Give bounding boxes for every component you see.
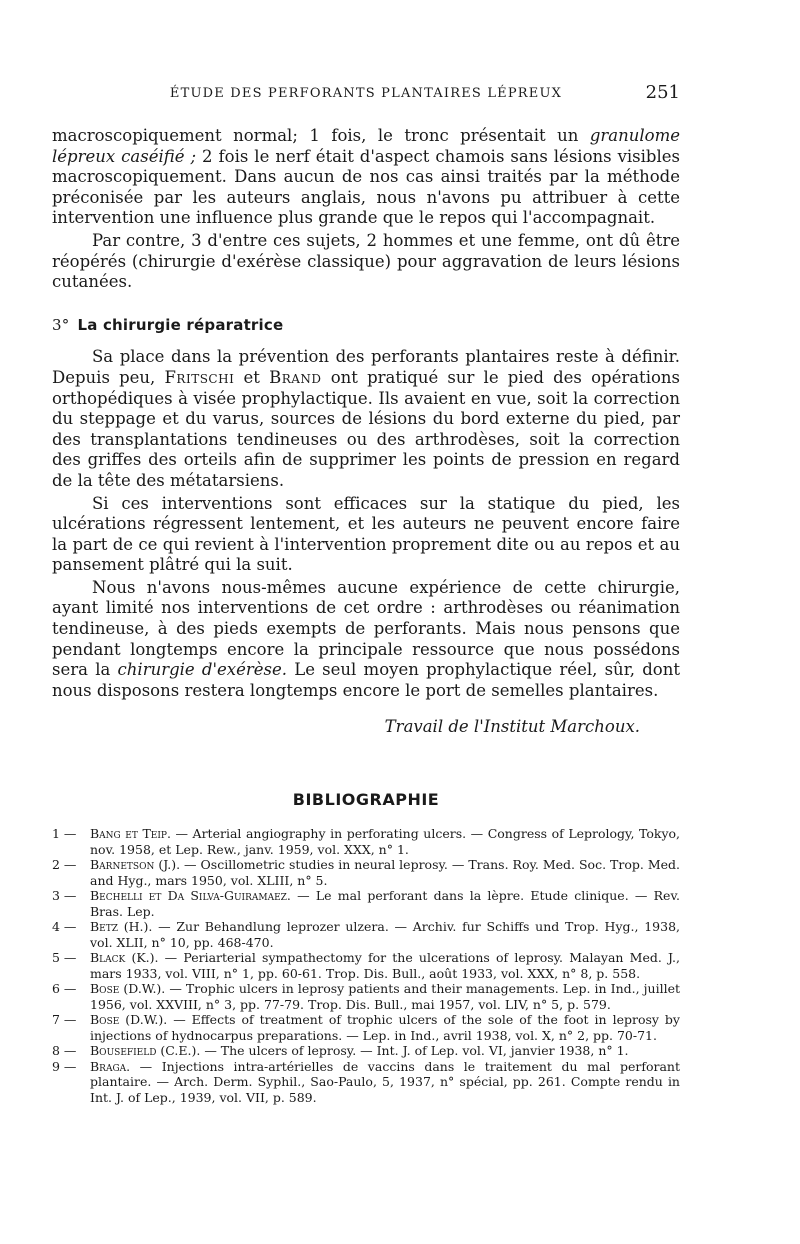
bib-text [90,1012,680,1043]
bib-author: Betz (H.). [90,919,153,934]
bib-author: Bechelli et Da Silva-Guiramaez. [90,888,291,903]
p5-text-b: Le seul moyen prophylactique réel, sûr, dont nous disposons restera longtemps encore le port de semelles plantaires. [52,660,680,700]
bib-entry [52,981,680,1012]
bib-author: Bose (D.W.). [90,981,166,996]
bib-reference: — Trophic ulcers in leprosy patients and their managements. Lep. in Ind., juillet 1956, vol. XXVIII, n° 3, pp. 77-79. Trop. Dis. Bull., mai 1957, vol. LIV, n° 5, p. 579. [90,981,680,1012]
p3-and: et [234,367,270,387]
bib-number: 9 — [52,1058,77,1074]
bib-text [90,1059,680,1106]
bib-author: Bose (D.W.). [90,1012,168,1027]
bib-entry [52,857,680,888]
bib-reference: — Le mal perforant dans la lèpre. Etude clinique. — Rev. Bras. Lep. [90,888,680,919]
paragraph-3 [52,347,680,491]
section-title: La chirurgie réparatrice [77,315,284,334]
bib-reference: — The ulcers of leprosy. — Int. J. of Lep. vol. VI, janvier 1938, n° 1. [200,1043,629,1058]
bib-number: 8 — [52,1043,77,1058]
p5-italic: chirurgie d'exérèse. [117,660,287,680]
bib-reference: — Oscillometric studies in neural leprosy. — Trans. Roy. Med. Soc. Trop. Med. and Hyg., mars 1950, vol. XLIII, n° 5. [90,857,681,888]
body-text [52,126,680,738]
bib-number: 3 — [52,888,77,903]
bib-text [90,1043,680,1059]
bib-reference: — Arterial angiography in perforating ulcers. — Congress of Leprology, Tokyo, nov. 1958, et Lep. Rew., janv. 1959, vol. XXX, n° 1. [90,826,680,857]
bib-author: Barnetson (J.). [90,857,181,872]
paragraph-2: Par contre, 3 d'entre ces sujets, 2 hommes et une femme, ont dû être réopérés (chirurgie d'exérèse classique) pour aggravation de leurs lésions cutanées. [52,230,680,292]
bib-entry [52,1059,680,1106]
bib-text [90,919,680,950]
bib-entry [52,826,680,857]
bib-text [90,981,680,1012]
paragraph-1 [52,126,680,229]
bib-author: Braga. [90,1058,131,1074]
bib-entry [52,919,680,950]
bib-text [90,950,680,981]
bib-text [90,888,680,919]
p1-italic: granulome lépreux caséifié ; [52,126,680,166]
p3-author-1: Fritschi [164,367,235,387]
bib-entry [52,1012,680,1043]
bib-number: 1 — [52,826,77,841]
bib-number: 7 — [52,1012,77,1027]
bibliography-title: BIBLIOGRAPHIE [292,790,440,809]
bib-reference: — Effects of treatment of trophic ulcers of the sole of the foot in leprosy by injections of hydnocarpus preparations. — Lep. in Ind., avril 1938, vol. X, n° 2, pp. 70-71. [90,1012,680,1043]
page-number: 251 [645,82,680,103]
bib-number: 2 — [52,857,77,872]
p3-text-b: ont pratiqué sur le pied des opérations orthopédiques à visée prophylactique. Ils avaient en vue, soit la correction du steppage et du varus, sources de lésions du bord externe du pied, par des transplantations tendineuses ou des arthrodèses, soit la correction des griffes des orteils afin de supprimer les points de pression en regard de la tête des métatarsiens. [52,367,680,490]
bib-reference: — Injections intra-artérielles de vaccins dans le traitement du mal perforant plantaire. — Arch. Derm. Syphil., Sao-Paulo, 5, 1937, n° spécial, pp. 261. Compte rendu in Int. J. of Lep., 1939, vol. VII, p. 589. [90,1058,680,1105]
bibliography-list [52,826,680,1105]
bib-entry [52,888,680,919]
bib-entry [52,1043,680,1059]
bib-text [90,826,680,857]
bib-reference: — Zur Behandlung leprozer ulzera. — Archiv. fur Schiffs und Trop. Hyg., 1938, vol. XLII, n° 10, pp. 468-470. [90,919,680,950]
bib-author: Black (K.). [90,950,159,965]
bib-text [90,857,680,888]
bib-number: 5 — [52,950,77,965]
p3-text-a: Sa place dans la prévention des perforants plantaires reste à définir. Depuis peu, [52,347,680,387]
p1-text-b: 2 fois le nerf était d'aspect chamois sans lésions visibles macroscopiquement. Dans aucun de nos cas ainsi traités par la méthode préconisée par les auteurs anglais, nous n'avons pu attribuer à cette intervention une influence plus grande que le repos qui l'accompagnait. [52,146,680,228]
bib-author: Bang et Teip. [90,826,171,841]
p1-text-a: macroscopiquement normal; 1 fois, le tronc présentait un [52,126,590,145]
bib-reference: — Periarterial sympathectomy for the ulcerations of leprosy. Malayan Med. J., mars 1933, vol. VIII, n° 1, pp. 60-61. Trop. Dis. Bull., août 1933, vol. XXX, n° 8, p. 558. [90,950,680,981]
bib-number: 6 — [52,981,77,996]
signature: Travail de l'Institut Marchoux. [384,717,640,737]
section-heading [52,315,680,336]
running-title: ÉTUDE DES PERFORANTS PLANTAIRES LÉPREUX [169,86,563,101]
p3-author-2: Brand [269,367,322,387]
p5-text-a: Nous n'avons nous-mêmes aucune expérience de cette chirurgie, ayant limité nos interventions de cet ordre : arthrodèses ou réanimation tendineuse, à des pieds exempts de perforants. Mais nous pensons que pendant longtemps encore la principale ressource que nous possédons sera la [52,577,680,680]
section-number: 3° [52,315,70,334]
paragraph-5 [52,578,680,702]
bib-author: Bousefield (C.E.). [90,1043,201,1058]
bib-entry [52,950,680,981]
bib-number: 4 — [52,919,77,934]
paragraph-4: Si ces interventions sont efficaces sur la statique du pied, les ulcérations régressent lentement, et les auteurs ne peuvent encore faire la part de ce qui revient à l'intervention proprement dite ou au repos et au pansement plâtré qui la suit. [52,493,680,575]
